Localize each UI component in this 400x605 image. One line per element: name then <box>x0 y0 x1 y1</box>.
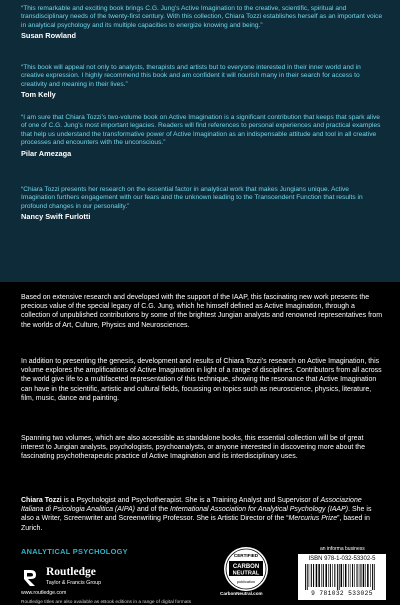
barcode-number: 9 781032 533025 <box>311 590 373 597</box>
quote-text: “This remarkable and exciting book brings C.G. Jung’s Active Imagination to the creative, scientific, spiritual and transdisciplinary needs of the twenty-first century. With this collection, Chiara Tozzi establishes herself as an important voice in analytical psychology and its multiple capacities to energize knowing and being.” <box>21 5 383 29</box>
description-paragraph: In addition to presenting the genesis, development and results of Chiara Tozzi’s research on Active Imagination, this volume explores the amplifications of Active Imagination in light of a range of disciplines. Contributors from all across the world give life to a multifaceted representation of this technique, showing the resonance that Active Imagination can have in the scientific, artistic and cultural fields, focussing on topics such as neuroscience, physics, literature, film, music, dance and painting. <box>21 358 382 402</box>
author-bio: Chiara Tozzi is a Psychologist and Psychotherapist. She is a Training Analyst and Supervisor of Associazione Italiana di Psicologia Analitica (AIPA) and of the International Association for Analytical Psychology (IAAP). She is also a Writer, Screenwriter and Screenwriting Professor. She is Artistic Director of the “Mercurius Prize”, based in Zurich. <box>21 497 372 532</box>
endorsement-quote <box>21 5 383 40</box>
ebook-footnote: Routledge titles are also available as eBook editions in a range of digital formats <box>21 600 192 605</box>
routledge-logo-icon <box>20 568 40 588</box>
quote-author: Pilar Amezaga <box>21 148 72 158</box>
quote-author: Susan Rowland <box>21 31 77 41</box>
isbn-label: ISBN 978-1-032-53302-5 <box>308 556 376 562</box>
publisher-name: Routledge <box>46 566 96 578</box>
badge-bottom-text: publication <box>236 580 256 584</box>
endorsement-quote <box>21 114 383 158</box>
badge-neutral-text: NEUTRAL <box>232 570 260 577</box>
endorsement-quote <box>21 186 383 221</box>
informa-label: an informa business <box>320 546 365 552</box>
series-label: ANALYTICAL PSYCHOLOGY <box>21 547 128 556</box>
author-name: Chiara Tozzi <box>21 497 62 504</box>
quote-text: “Chiara Tozzi presents her research on the essential factor in analytical work that makes Jungians unique. Active Imagination furthers engagement with our fears and the unknown leading to the Transcendent Function that results in profound changes in our personality.” <box>21 186 363 210</box>
endorsements-panel <box>0 0 400 282</box>
quote-text: “I am sure that Chiara Tozzi’s two-volume book on Active Imagination is a significant contribution that keeps that spark alive of one of C.G. Jung’s most important legacies. Readers will find references to personal experiences and practical examples that help us understand the transformative power of Active Imagination as an indispensable attitude and tool in all creative processes and encounters with the unconscious.” <box>21 114 381 147</box>
badge-carbon-text: CARBON <box>232 564 260 570</box>
barcode <box>298 554 386 600</box>
badge-top-text: CERTIFIED <box>233 553 259 558</box>
quote-author: Nancy Swift Furlotti <box>21 212 91 222</box>
carbon-neutral-badge-icon <box>222 545 270 593</box>
carbon-neutral-url: CarbonNeutral.com <box>220 591 263 596</box>
endorsement-quote <box>21 64 383 99</box>
description-paragraph: Spanning two volumes, which are also accessible as standalone books, this essential collection will be of great interest to Jungian analysts, psychologists, psychoanalysts, or anyone interested in discovering more about the fascinating psychotherapeutic practice of Active Imagination and its interdisciplinary uses. <box>21 435 365 461</box>
publisher-url: www.routledge.com <box>21 590 67 596</box>
description-paragraph: Based on extensive research and developed with the support of the IAAP, this fascinating new work presents the precious value of the special legacy of C.G. Jung, which he himself defined as Active Imagination, through a collection of unpublished contributions by some of the brightest Jungian analysts and renowned representatives from the worlds of Art, Culture, Physics and Neurosciences. <box>21 294 383 329</box>
barcode-bars-icon <box>304 564 380 590</box>
publisher-group: Taylor & Francis Group <box>46 580 102 586</box>
quote-author: Tom Kelly <box>21 90 56 100</box>
quote-text: “This book will appeal not only to analysts, therapists and artists but to everyone interested in their inner world and in creative expression. I highly recommend this book and am confident it will nourish many in their search for access to creativity and meaning in their lives.” <box>21 64 361 88</box>
